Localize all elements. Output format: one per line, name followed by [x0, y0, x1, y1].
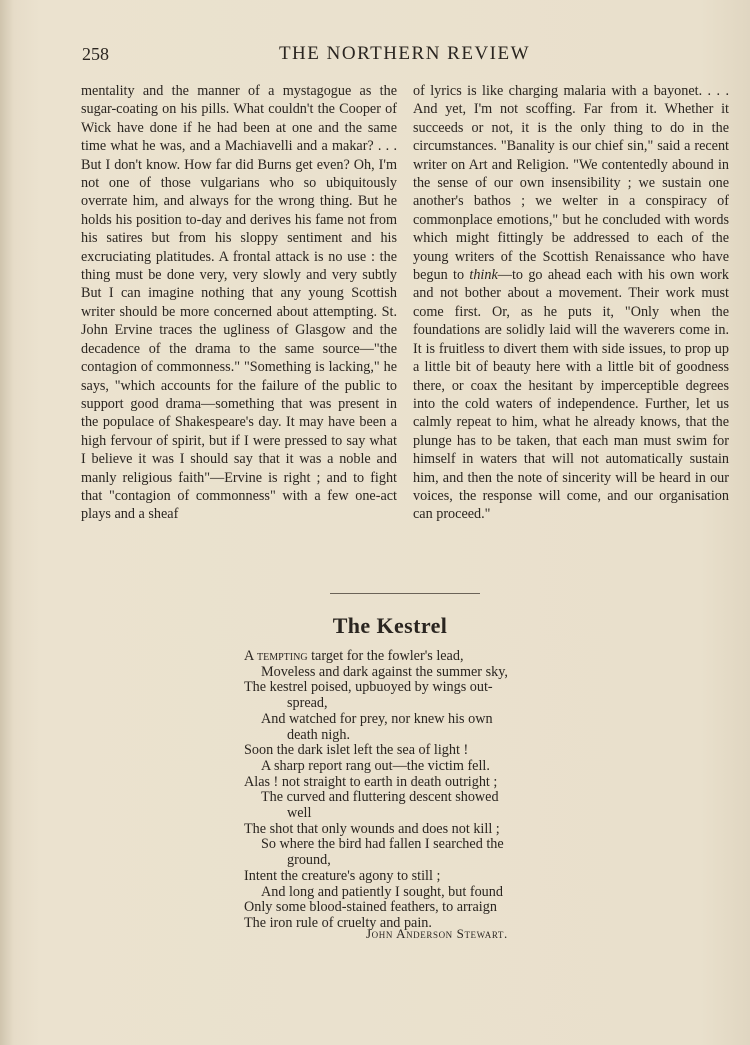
poem-line: spread, [287, 695, 328, 712]
left-column-text: mentality and the manner of a mystagogue as the sugar-coating on his pills. What couldn't the Cooper of Wick have done if he had been at one and the same time what he was, and a Machiavelli and a makar? . . . But I don't know. How far did Burns get even? Oh, I'm not one of those vulgarians who so ubiquitously overrate him, and always for the wrong thing. But he holds his position to-day and derives his fame not from his satires but from his sloppy sentiment and his excruciating platitudes. A frontal attack is no use : the thing must be done very, very slowly and very subtly But I can imagine nothing that any young Scottish writer should be more concerned about attempting. St. John Ervine traces the ugliness of Glasgow and the decadence of the drama to the same source—"the contagion of commonness." "Something is lacking," he says, "which accounts for the failure of the public to support good drama—something that was present in the populace of Shakespeare's day. It may have been a high fervour of spirit, but if I were pressed to say what I believe it was I should say that it was a noble and manly religious faith"—Ervine is right ; and to fight that "contagion of commonness" with a few one-act plays and a sheaf [81, 83, 397, 523]
left-column [81, 82, 397, 524]
right-column [413, 82, 729, 524]
emphasis-think: think [469, 267, 498, 284]
poem-line: Intent the creature's agony to still ; [244, 867, 441, 884]
poem-line: well [287, 805, 312, 822]
right-text-part-1: of lyrics is like charging malaria with a bayonet. . . . And yet, I'm not scoffing. Far from it. Whether it succeeds or not, it is the only thing to do in the circumstances. "Banality is our chief sin," said a recent writer on Art and Religion. "We contentedly abound in the sense of our own insensibility ; we sustain one another's bathos ; we welter in a conspiracy of commonplace emotions," but he concluded with words which might fittingly be addressed to each of the young writers of the Scottish Renaissance who have begun to [413, 83, 729, 284]
poem-body [244, 649, 574, 932]
right-text-part-2: —to go ahead each with his own work and not bother about a movement. Their work must come first. Or, as he puts it, "Only when the foundations are solidly laid will the waverers come in. It is fruitless to divert them with side issues, to prop up a little bit of beauty here with a little bit of goodness there, or coax the hesitant by imperceptible degrees into the cold waters of independence. Further, let us calmly repeat to him, what he already knows, that the plunge has to be taken, that each man must swim for himself in waters that will not automatically sustain him, and then the note of sincerity will be heard in our voices, the response will come, and our organisation can proceed." [413, 267, 729, 523]
poem-line: death nigh. [287, 726, 351, 743]
poem-line: And watched for prey, nor knew his own [261, 710, 493, 727]
poem-line: So where the bird had fallen I searched the [261, 836, 504, 853]
section-divider [330, 593, 480, 594]
right-column-text [413, 82, 729, 524]
page-number: 258 [82, 44, 109, 64]
page-header [82, 40, 727, 70]
poem-author: John Anderson Stewart. [366, 926, 508, 941]
poem-title: The Kestrel [332, 613, 448, 638]
poem-line: A tempting target for the fowler's lead, [244, 648, 464, 664]
poem-line: The iron rule of cruelty and pain. [244, 914, 432, 931]
poem-line: ground, [287, 852, 331, 869]
poem-line: Moveless and dark against the summer sky, [261, 663, 508, 680]
running-title: THE NORTHERN REVIEW [278, 43, 531, 64]
poem-line: Only some blood-stained feathers, to arraign [244, 899, 497, 916]
poem-line: Alas ! not straight to earth in death outright ; [244, 773, 498, 790]
poem-first-word: A tempting [244, 648, 308, 664]
poem-line: Soon the dark islet left the sea of light ! [244, 742, 469, 759]
poem-line: The curved and fluttering descent showed [261, 789, 499, 806]
poem-line: A sharp report rang out—the victim fell. [261, 757, 490, 774]
poem-line: The shot that only wounds and does not kill ; [244, 820, 500, 837]
poem-line: The kestrel poised, upbuoyed by wings out- [244, 679, 493, 696]
poem-line: And long and patiently I sought, but found [261, 883, 503, 900]
